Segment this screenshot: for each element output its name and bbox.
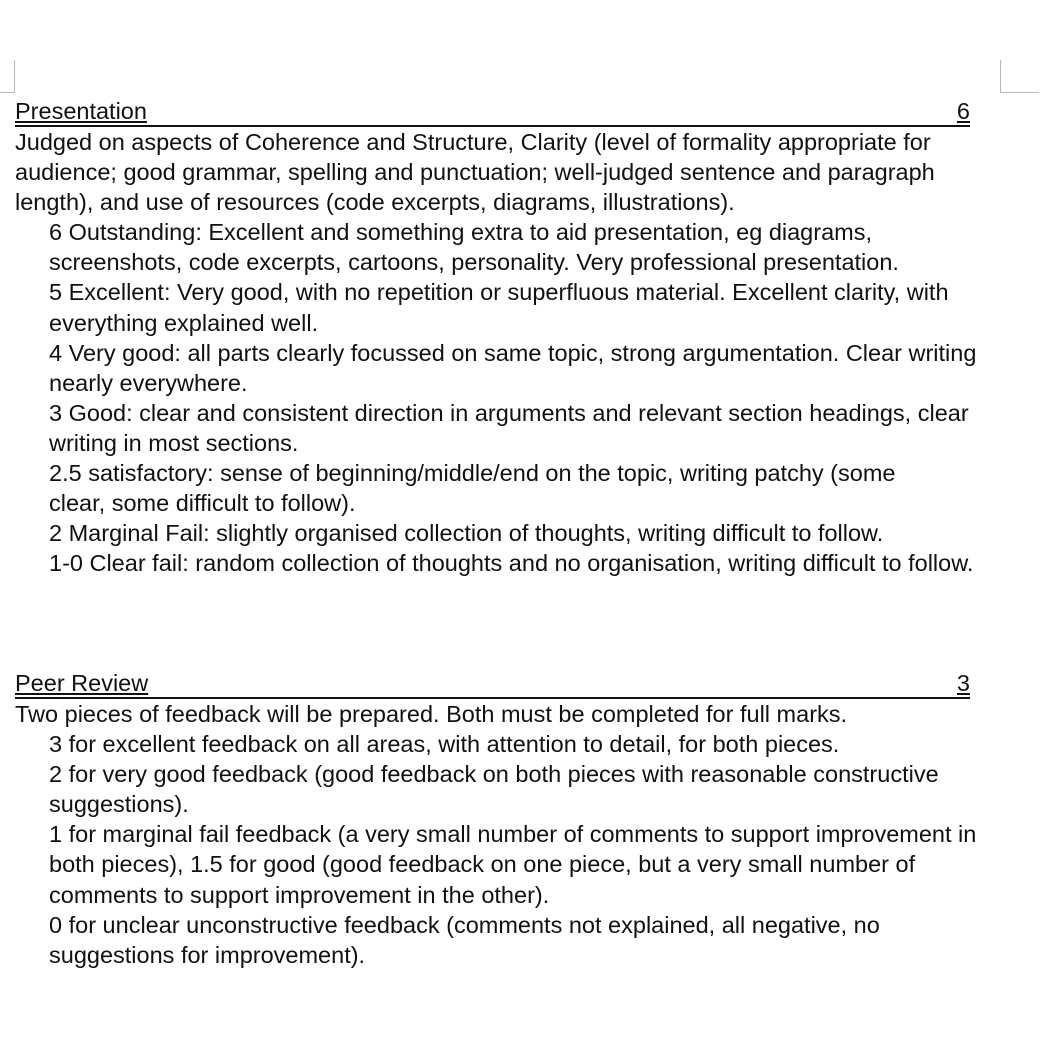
criterion-item: 2 for very good feedback (good feedback on both pieces with reasonable constructive suggestions). [49,761,939,818]
peer-review-heading [15,668,970,699]
criterion-item: 0 for unclear unconstructive feedback (comments not explained, all negative, no suggestions for improvement). [49,911,880,968]
criterion-item: 5 Excellent: Very good, with no repetition or superfluous material. Excellent clarity, with everything explained well. [49,279,949,336]
criterion-item: 3 for excellent feedback on all areas, with attention to detail, for both pieces. [49,731,840,758]
criterion-item: 4 Very good: all parts clearly focussed on same topic, strong argumentation. Clear writing nearly everywhere. [49,339,977,396]
presentation-title: Presentation [15,98,147,124]
presentation-score: 6 [956,98,970,124]
criterion-item: 2.5 satisfactory: sense of beginning/middle/end on the topic, writing patchy (some clear, some difficult to follow). [49,460,896,517]
page-corner-mark-right [1000,60,1039,93]
peer-review-score: 3 [956,670,970,696]
peer-review-intro: Two pieces of feedback will be prepared. Both must be completed for full marks. [15,701,848,727]
criterion-item: 6 Outstanding: Excellent and something extra to aid presentation, eg diagrams, screenshots, code excerpts, cartoons, personality. Very professional presentation. [49,219,899,276]
criterion-item: 2 Marginal Fail: slightly organised collection of thoughts, writing difficult to follow. [49,520,884,547]
page-corner-mark-left [0,60,15,93]
criterion-item: 1-0 Clear fail: random collection of thoughts and no organisation, writing difficult to follow. [49,550,974,577]
peer-review-title: Peer Review [15,670,149,696]
presentation-heading [15,96,970,127]
criterion-item: 1 for marginal fail feedback (a very small number of comments to support improvement in both pieces), 1.5 for good (good feedback on one piece, but a very small number of comments to support improvement in the other). [49,821,977,908]
criterion-item: 3 Good: clear and consistent direction in arguments and relevant section headings, clear writing in most sections. [49,399,969,456]
presentation-section [15,96,1045,578]
presentation-intro: Judged on aspects of Coherence and Structure, Clarity (level of formality appropriate for audience; good grammar, spelling and punctuation; well-judged sentence and paragraph length), and use of resources (code excerpts, diagrams, illustrations). [15,129,935,216]
peer-review-section [15,668,1045,970]
